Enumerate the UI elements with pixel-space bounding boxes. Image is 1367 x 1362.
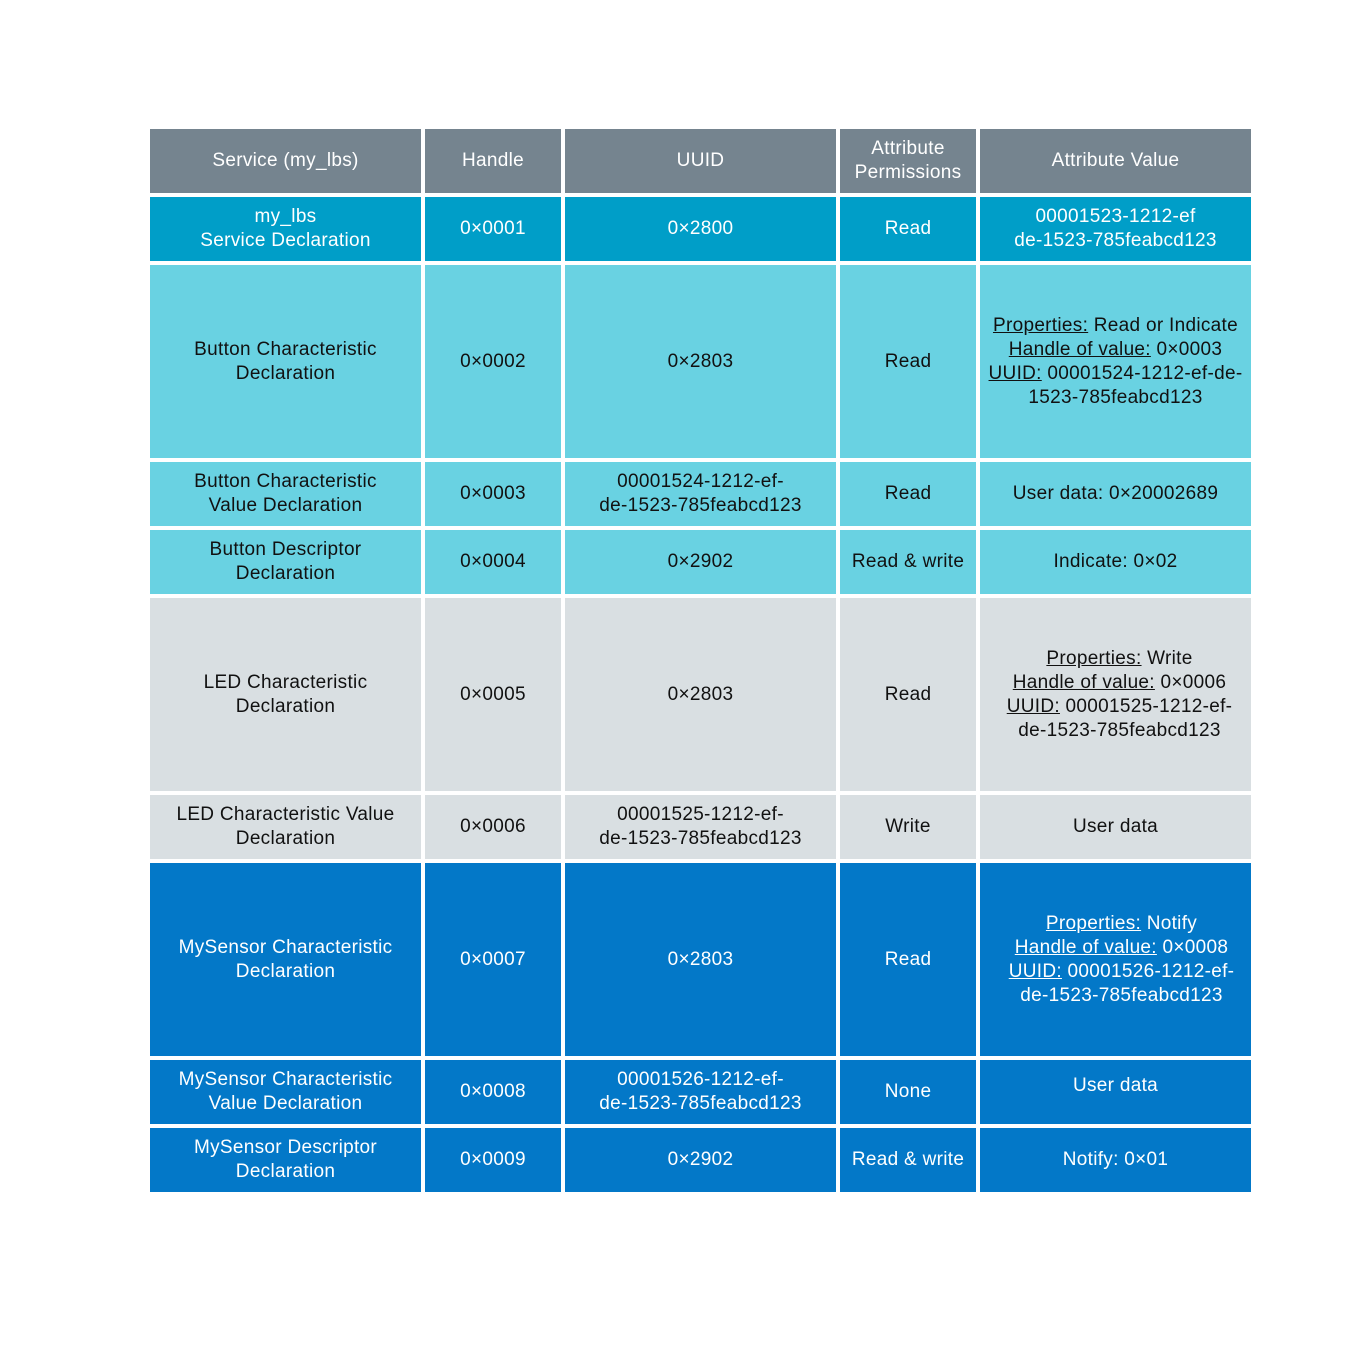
table-row-button-characteristic-declaration <box>150 265 1251 458</box>
attribute-name-line: Value Declaration <box>208 1093 363 1114</box>
handle-of-value: 0×0006 <box>1160 671 1227 693</box>
attribute-name-line: Declaration <box>235 362 336 384</box>
cell-attribute-name <box>150 462 421 526</box>
cell-uuid: 0×2803 <box>565 265 836 458</box>
cell-attribute-name <box>150 1060 421 1124</box>
uuid-line <box>994 695 1245 743</box>
cell-attribute-name <box>150 530 421 594</box>
cell-handle: 0×0006 <box>425 795 561 859</box>
properties-value: Write <box>1147 647 1193 669</box>
cell-attribute-value: Notify: 0×01 <box>980 1128 1251 1192</box>
attribute-name-line: Button Characteristic <box>194 471 377 492</box>
uuid-line <box>998 960 1245 1008</box>
table-row-mysensor-value-declaration <box>150 1060 1251 1124</box>
cell-attribute-name <box>150 795 421 859</box>
cell-permissions: Read <box>840 197 976 261</box>
cell-attribute-name <box>150 265 421 458</box>
handle-of-value-label: Handle of value: <box>1008 338 1151 360</box>
table-row-mysensor-descriptor-declaration <box>150 1128 1251 1192</box>
cell-handle: 0×0003 <box>425 462 561 526</box>
uuid-value: 00001525-1212-ef-de-1523-785feabcd123 <box>1018 695 1233 741</box>
cell-attribute-value <box>980 265 1251 458</box>
attribute-name-line: Declaration <box>235 828 336 849</box>
cell-handle: 0×0009 <box>425 1128 561 1192</box>
cell-attribute-value: Indicate: 0×02 <box>980 530 1251 594</box>
table-row-button-value-declaration <box>150 462 1251 526</box>
properties-label: Properties: <box>992 314 1089 336</box>
uuid-value: 00001526-1212-ef-de-1523-785feabcd123 <box>1020 960 1235 1006</box>
attribute-name-line: my_lbs <box>254 206 317 227</box>
cell-permissions: Read <box>840 863 976 1056</box>
uuid-line <box>986 362 1245 410</box>
handle-of-value: 0×0003 <box>1156 338 1223 360</box>
cell-attribute-name <box>150 863 421 1056</box>
cell-uuid: 0×2902 <box>565 530 836 594</box>
uuid-line: 00001524-1212-ef- <box>617 471 784 492</box>
attribute-name-line: Declaration <box>235 960 336 982</box>
cell-handle: 0×0001 <box>425 197 561 261</box>
column-header-permissions-line: Attribute <box>871 138 945 159</box>
table-row-led-value-declaration <box>150 795 1251 859</box>
attribute-name-line: Declaration <box>235 1161 336 1182</box>
column-header-service: Service (my_lbs) <box>150 129 421 193</box>
properties-label: Properties: <box>1045 912 1142 934</box>
cell-attribute-value <box>980 197 1251 261</box>
attribute-name-line: Button Characteristic <box>194 338 377 360</box>
uuid-value: 00001524-1212-ef-de-1523-785feabcd123 <box>1028 362 1243 408</box>
uuid-label: UUID: <box>1006 695 1060 717</box>
cell-uuid: 0×2803 <box>565 863 836 1056</box>
gatt-attribute-table <box>146 125 1255 1196</box>
handle-of-value-line <box>986 338 1245 362</box>
handle-of-value-label: Handle of value: <box>1012 671 1155 693</box>
attribute-name-line: Declaration <box>235 563 336 584</box>
cell-permissions: Read <box>840 265 976 458</box>
cell-handle: 0×0008 <box>425 1060 561 1124</box>
attribute-value-line: 00001523-1212-ef <box>1035 206 1196 227</box>
cell-uuid <box>565 462 836 526</box>
attribute-name-line: Service Declaration <box>200 230 371 251</box>
uuid-line: 00001526-1212-ef- <box>617 1069 784 1090</box>
handle-of-value: 0×0008 <box>1162 936 1229 958</box>
cell-permissions: Read <box>840 598 976 791</box>
column-header-handle: Handle <box>425 129 561 193</box>
cell-uuid: 0×2902 <box>565 1128 836 1192</box>
cell-attribute-name <box>150 197 421 261</box>
uuid-label: UUID: <box>1008 960 1062 982</box>
attribute-name-line: MySensor Descriptor <box>193 1137 378 1158</box>
cell-attribute-value <box>980 598 1251 791</box>
cell-handle: 0×0005 <box>425 598 561 791</box>
uuid-label: UUID: <box>988 362 1042 384</box>
table-row-mysensor-characteristic-declaration <box>150 863 1251 1056</box>
properties-line <box>998 912 1245 936</box>
table-header-row <box>150 129 1251 193</box>
properties-line <box>986 314 1245 338</box>
handle-of-value-label: Handle of value: <box>1014 936 1157 958</box>
column-header-value: Attribute Value <box>980 129 1251 193</box>
attribute-name-line: MySensor Characteristic <box>178 1069 393 1090</box>
attribute-name-line: Declaration <box>235 695 336 717</box>
attribute-value-line: de-1523-785feabcd123 <box>1014 230 1217 251</box>
uuid-line: de-1523-785feabcd123 <box>599 495 802 516</box>
cell-uuid: 0×2803 <box>565 598 836 791</box>
table-row-service-declaration <box>150 197 1251 261</box>
properties-line <box>994 647 1245 671</box>
handle-of-value-line <box>998 936 1245 960</box>
cell-attribute-value: User data <box>980 795 1251 859</box>
uuid-line: 00001525-1212-ef- <box>617 804 784 825</box>
cell-permissions: Read & write <box>840 1128 976 1192</box>
uuid-line: de-1523-785feabcd123 <box>599 1093 802 1114</box>
column-header-permissions-line: Permissions <box>854 162 962 183</box>
cell-handle: 0×0002 <box>425 265 561 458</box>
cell-uuid <box>565 1060 836 1124</box>
table-row-button-descriptor-declaration <box>150 530 1251 594</box>
cell-uuid: 0×2800 <box>565 197 836 261</box>
column-header-uuid: UUID <box>565 129 836 193</box>
cell-permissions: None <box>840 1060 976 1124</box>
attribute-name-line: LED Characteristic Value <box>176 804 395 825</box>
attribute-name-line: Button Descriptor <box>209 539 362 560</box>
cell-handle: 0×0007 <box>425 863 561 1056</box>
properties-value: Notify <box>1146 912 1198 934</box>
cell-handle: 0×0004 <box>425 530 561 594</box>
attribute-name-line: MySensor Characteristic <box>178 936 393 958</box>
cell-permissions: Write <box>840 795 976 859</box>
column-header-permissions <box>840 129 976 193</box>
properties-label: Properties: <box>1046 647 1142 669</box>
cell-attribute-value: User data: 0×20002689 <box>980 462 1251 526</box>
cell-permissions: Read <box>840 462 976 526</box>
attribute-name-line: LED Characteristic <box>203 671 368 693</box>
cell-attribute-name <box>150 1128 421 1192</box>
table-row-led-characteristic-declaration <box>150 598 1251 791</box>
cell-attribute-value: User data <box>980 1060 1251 1124</box>
cell-attribute-name <box>150 598 421 791</box>
handle-of-value-line <box>994 671 1245 695</box>
attribute-name-line: Value Declaration <box>208 495 363 516</box>
properties-value: Read or Indicate <box>1093 314 1238 336</box>
cell-attribute-value <box>980 863 1251 1056</box>
cell-permissions: Read & write <box>840 530 976 594</box>
cell-uuid <box>565 795 836 859</box>
uuid-line: de-1523-785feabcd123 <box>599 828 802 849</box>
